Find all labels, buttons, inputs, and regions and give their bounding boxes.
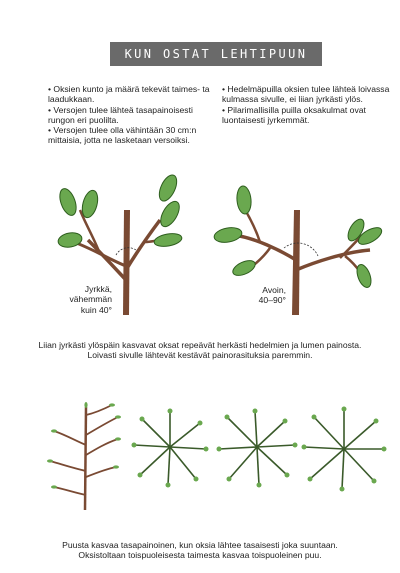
balanced-branching-top-view-3 — [300, 405, 388, 493]
bottom-paragraph: Puusta kasvaa tasapainoinen, kun oksia lähtee tasaisesti joka suuntaan. Oksistoltaan toispuoleisesta taimesta kasvaa toispuoleinen puu. — [62, 540, 338, 561]
steep-angle-label: Jyrkkä, vähemmän kuin 40° — [69, 284, 112, 315]
balanced-branching-top-view-1 — [128, 405, 212, 489]
bullet-item: • Versojen tulee olla vähintään 30 cm:n mittaisia, jotta ne lasketaan versoiksi. — [48, 125, 197, 146]
bullet-item: • Hedelmäpuilla oksien tulee lähteä loivassa kulmassa sivulle, ei liian jyrkästi ylös. — [222, 84, 390, 105]
one-sided-sapling-illustration — [40, 395, 130, 515]
bullet-list-left — [48, 84, 216, 146]
bullet-item: • Oksien kunto ja määrä tekevät taimes- ta laadukkaan. — [48, 84, 210, 105]
bullet-item: • Pilarimallisilla puilla oksakulmat ovat luontaisesti jyrkemmät. — [222, 104, 366, 125]
middle-paragraph: Liian jyrkästi ylöspäin kasvavat oksat repeävät herkästi hedelmien ja lumen painosta. Loivasti sivulle lähtevät kestävät painorasituksia paremmin. — [38, 340, 362, 361]
title-banner — [110, 42, 322, 66]
gentle-angle-label: Avoin, 40–90° — [258, 285, 286, 306]
bullet-item: • Versojen tulee lähteä tasapainoisesti rungon eri puolilta. — [48, 104, 193, 125]
page-title: KUN OSTAT LEHTIPUUN — [124, 47, 308, 61]
bullet-list-right — [222, 84, 392, 125]
balanced-branching-top-view-2 — [215, 405, 299, 489]
